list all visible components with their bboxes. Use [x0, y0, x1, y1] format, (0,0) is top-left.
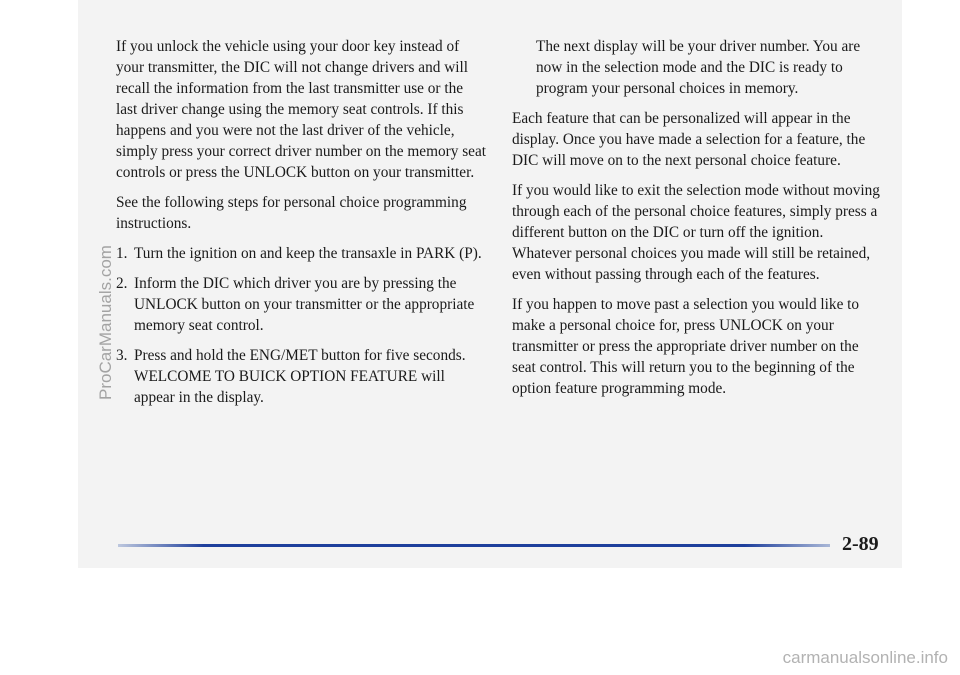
move-past-paragraph: If you happen to move past a selection you would like to make a personal choice for, press UNLOCK on your transmitter or press the appropriate driver number on the seat control. This will return you to the beginning of the option feature programming mode. — [512, 296, 860, 397]
footer-rule — [118, 544, 830, 547]
footer-watermark: carmanualsonline.info — [782, 648, 948, 667]
steps-intro-paragraph: See the following steps for personal choice programming instructions. — [116, 194, 467, 232]
side-watermark: ProCarManuals.com — [96, 245, 115, 400]
right-column — [512, 36, 884, 408]
step-text: Press and hold the ENG/MET button for five seconds. WELCOME TO BUICK OPTION FEATURE will appear in the display. — [134, 347, 466, 406]
step-text: Turn the ignition on and keep the transaxle in PARK (P). — [134, 245, 482, 262]
step-number: 1. — [116, 245, 128, 262]
step-item — [116, 243, 488, 264]
step-item — [116, 345, 488, 408]
page-number: 2-89 — [842, 533, 879, 555]
step-item — [116, 273, 488, 336]
feature-paragraph: Each feature that can be personalized will appear in the display. Once you have made a selection for a feature, the DIC will move on to the next personal choice feature. — [512, 110, 866, 169]
exit-selection-paragraph: If you would like to exit the selection mode without moving through each of the personal choice features, simply press a different button on the DIC or turn off the ignition. Whatever personal choices you made will still be retained, even without passing through each of the features. — [512, 182, 880, 283]
step-number: 3. — [116, 347, 128, 364]
intro-paragraph: If you unlock the vehicle using your door key instead of your transmitter, the DIC will not change drivers and will recall the information from the last transmitter use or the last driver change using the memory seat controls. If this happens and you were not the last driver of the vehicle, simply press your correct driver number on the memory seat controls or press the UNLOCK button on your transmitter. — [116, 38, 486, 181]
programming-steps-list — [116, 243, 488, 408]
step-number: 2. — [116, 275, 128, 292]
step-text: Inform the DIC which driver you are by pressing the UNLOCK button on your transmitter or the appropriate memory seat control. — [134, 275, 475, 334]
left-column — [116, 36, 488, 417]
next-display-paragraph: The next display will be your driver number. You are now in the selection mode and the DIC is ready to program your personal choices in memory. — [536, 38, 861, 97]
